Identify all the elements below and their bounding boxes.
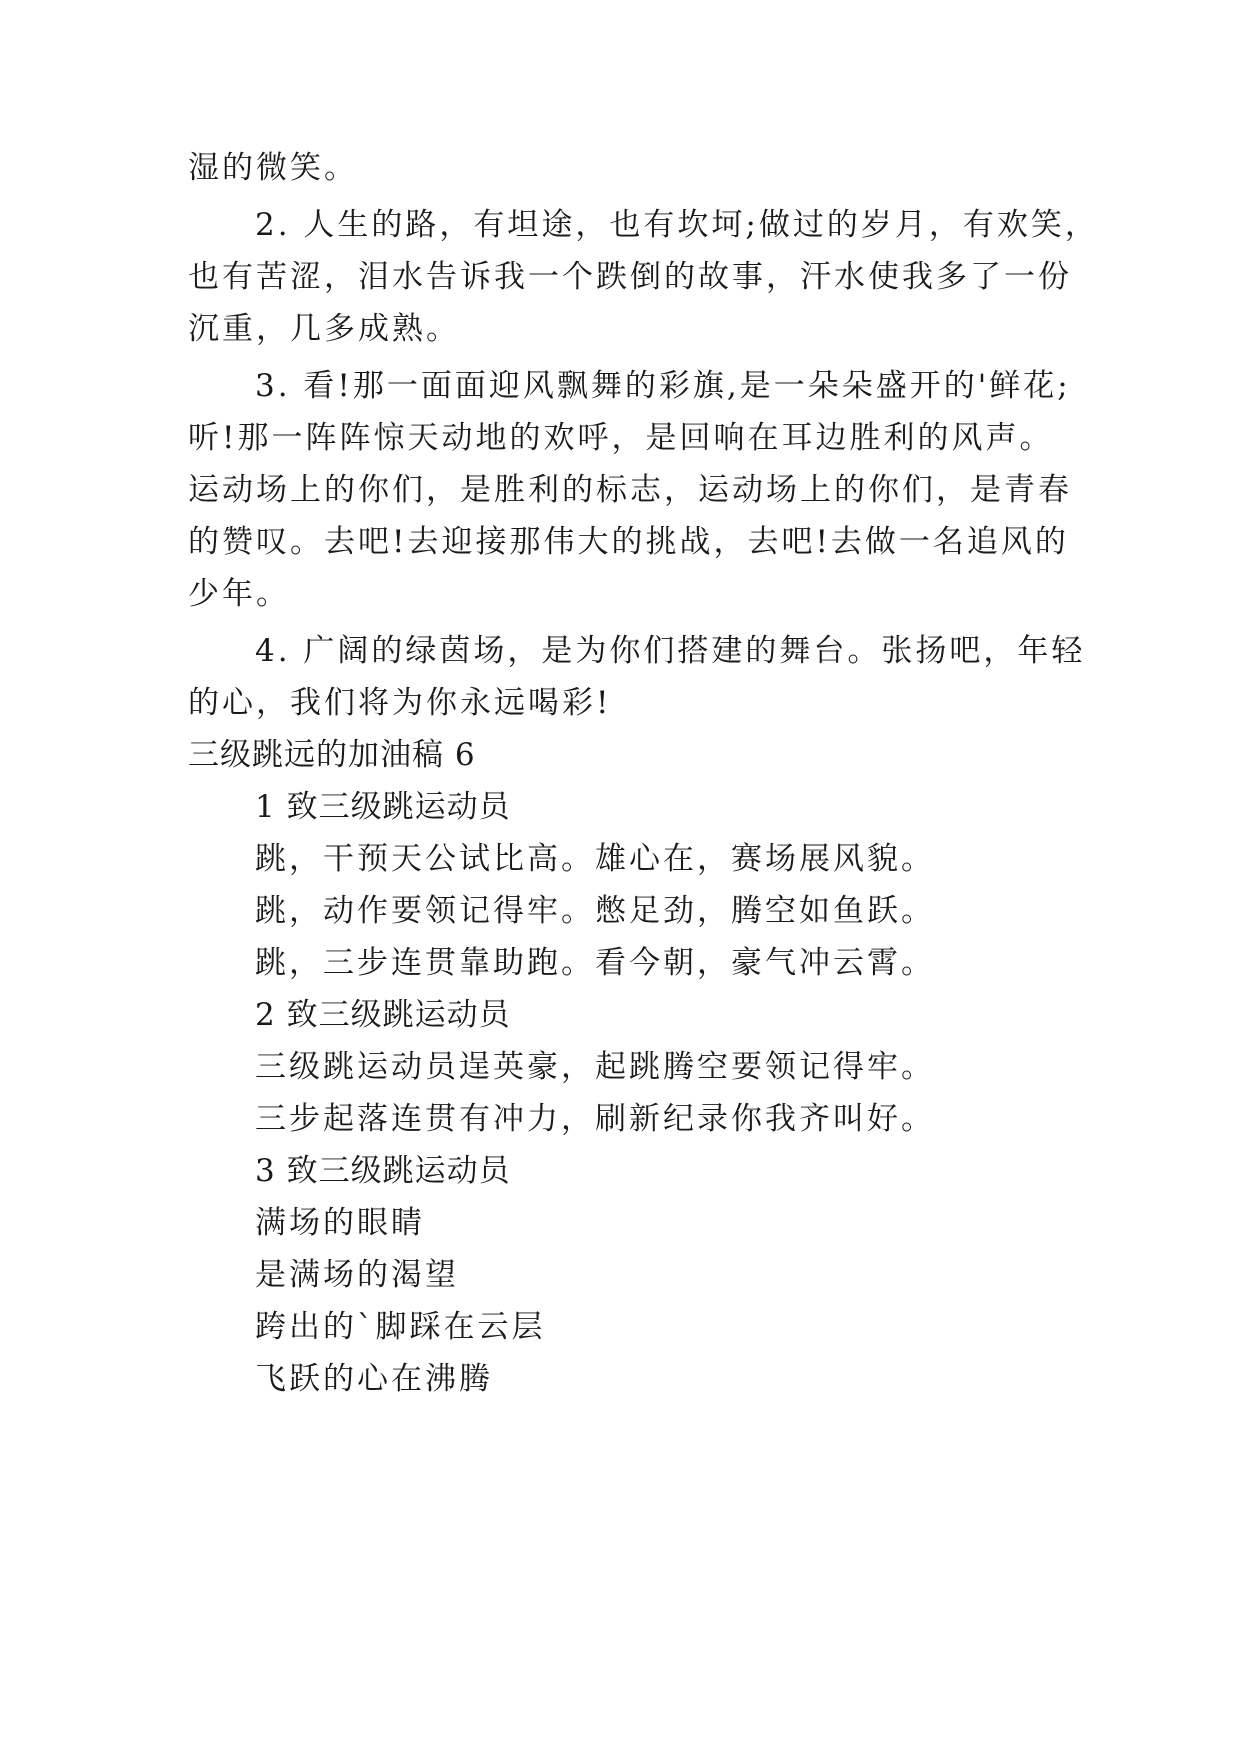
- poem-line: 满场的眼睛: [255, 1205, 425, 1241]
- paragraph-line: 沉重，几多成熟。: [188, 311, 460, 347]
- paragraph-line: 也有苦涩，泪水告诉我一个跌倒的故事，汗水使我多了一份: [188, 259, 1072, 295]
- subsection-heading: 1 致三级跳运动员: [255, 789, 511, 825]
- poem-line: 跳，三步连贯靠助跑。看今朝，豪气冲云霄。: [255, 945, 935, 981]
- paragraph-line: 的赞叹。去吧!去迎接那伟大的挑战，去吧!去做一名追风的: [188, 524, 1069, 560]
- paragraph-line: 4. 广阔的绿茵场，是为你们搭建的舞台。张扬吧，年轻: [255, 633, 1086, 669]
- section-heading: 三级跳远的加油稿 6: [188, 737, 476, 773]
- poem-line: 三步起落连贯有冲力，刷新纪录你我齐叫好。: [255, 1101, 935, 1137]
- paragraph-line: 少年。: [188, 576, 290, 612]
- paragraph-line: 的心，我们将为你永远喝彩!: [188, 685, 612, 721]
- poem-line: 跨出的`脚踩在云层: [255, 1309, 546, 1345]
- paragraph-line: 听!那一阵阵惊天动地的欢呼，是回响在耳边胜利的风声。: [188, 420, 1054, 456]
- paragraph-line: 3. 看!那一面面迎风飘舞的彩旗,是一朵朵盛开的'鲜花;: [255, 368, 1071, 404]
- poem-line: 跳，干预天公试比高。雄心在，赛场展风貌。: [255, 841, 935, 877]
- subsection-heading: 3 致三级跳运动员: [255, 1153, 511, 1189]
- paragraph-line: 2. 人生的路，有坦途，也有坎坷;做过的岁月，有欢笑，: [255, 207, 1099, 243]
- poem-line: 飞跃的心在沸腾: [255, 1361, 493, 1397]
- poem-line: 跳，动作要领记得牢。憋足劲，腾空如鱼跃。: [255, 893, 935, 929]
- poem-line: 是满场的渴望: [255, 1257, 459, 1293]
- paragraph-line: 湿的微笑。: [188, 150, 358, 186]
- paragraph-line: 运动场上的你们，是胜利的标志，运动场上的你们，是青春: [188, 472, 1072, 508]
- poem-line: 三级跳运动员逞英豪，起跳腾空要领记得牢。: [255, 1049, 935, 1085]
- subsection-heading: 2 致三级跳运动员: [255, 997, 511, 1033]
